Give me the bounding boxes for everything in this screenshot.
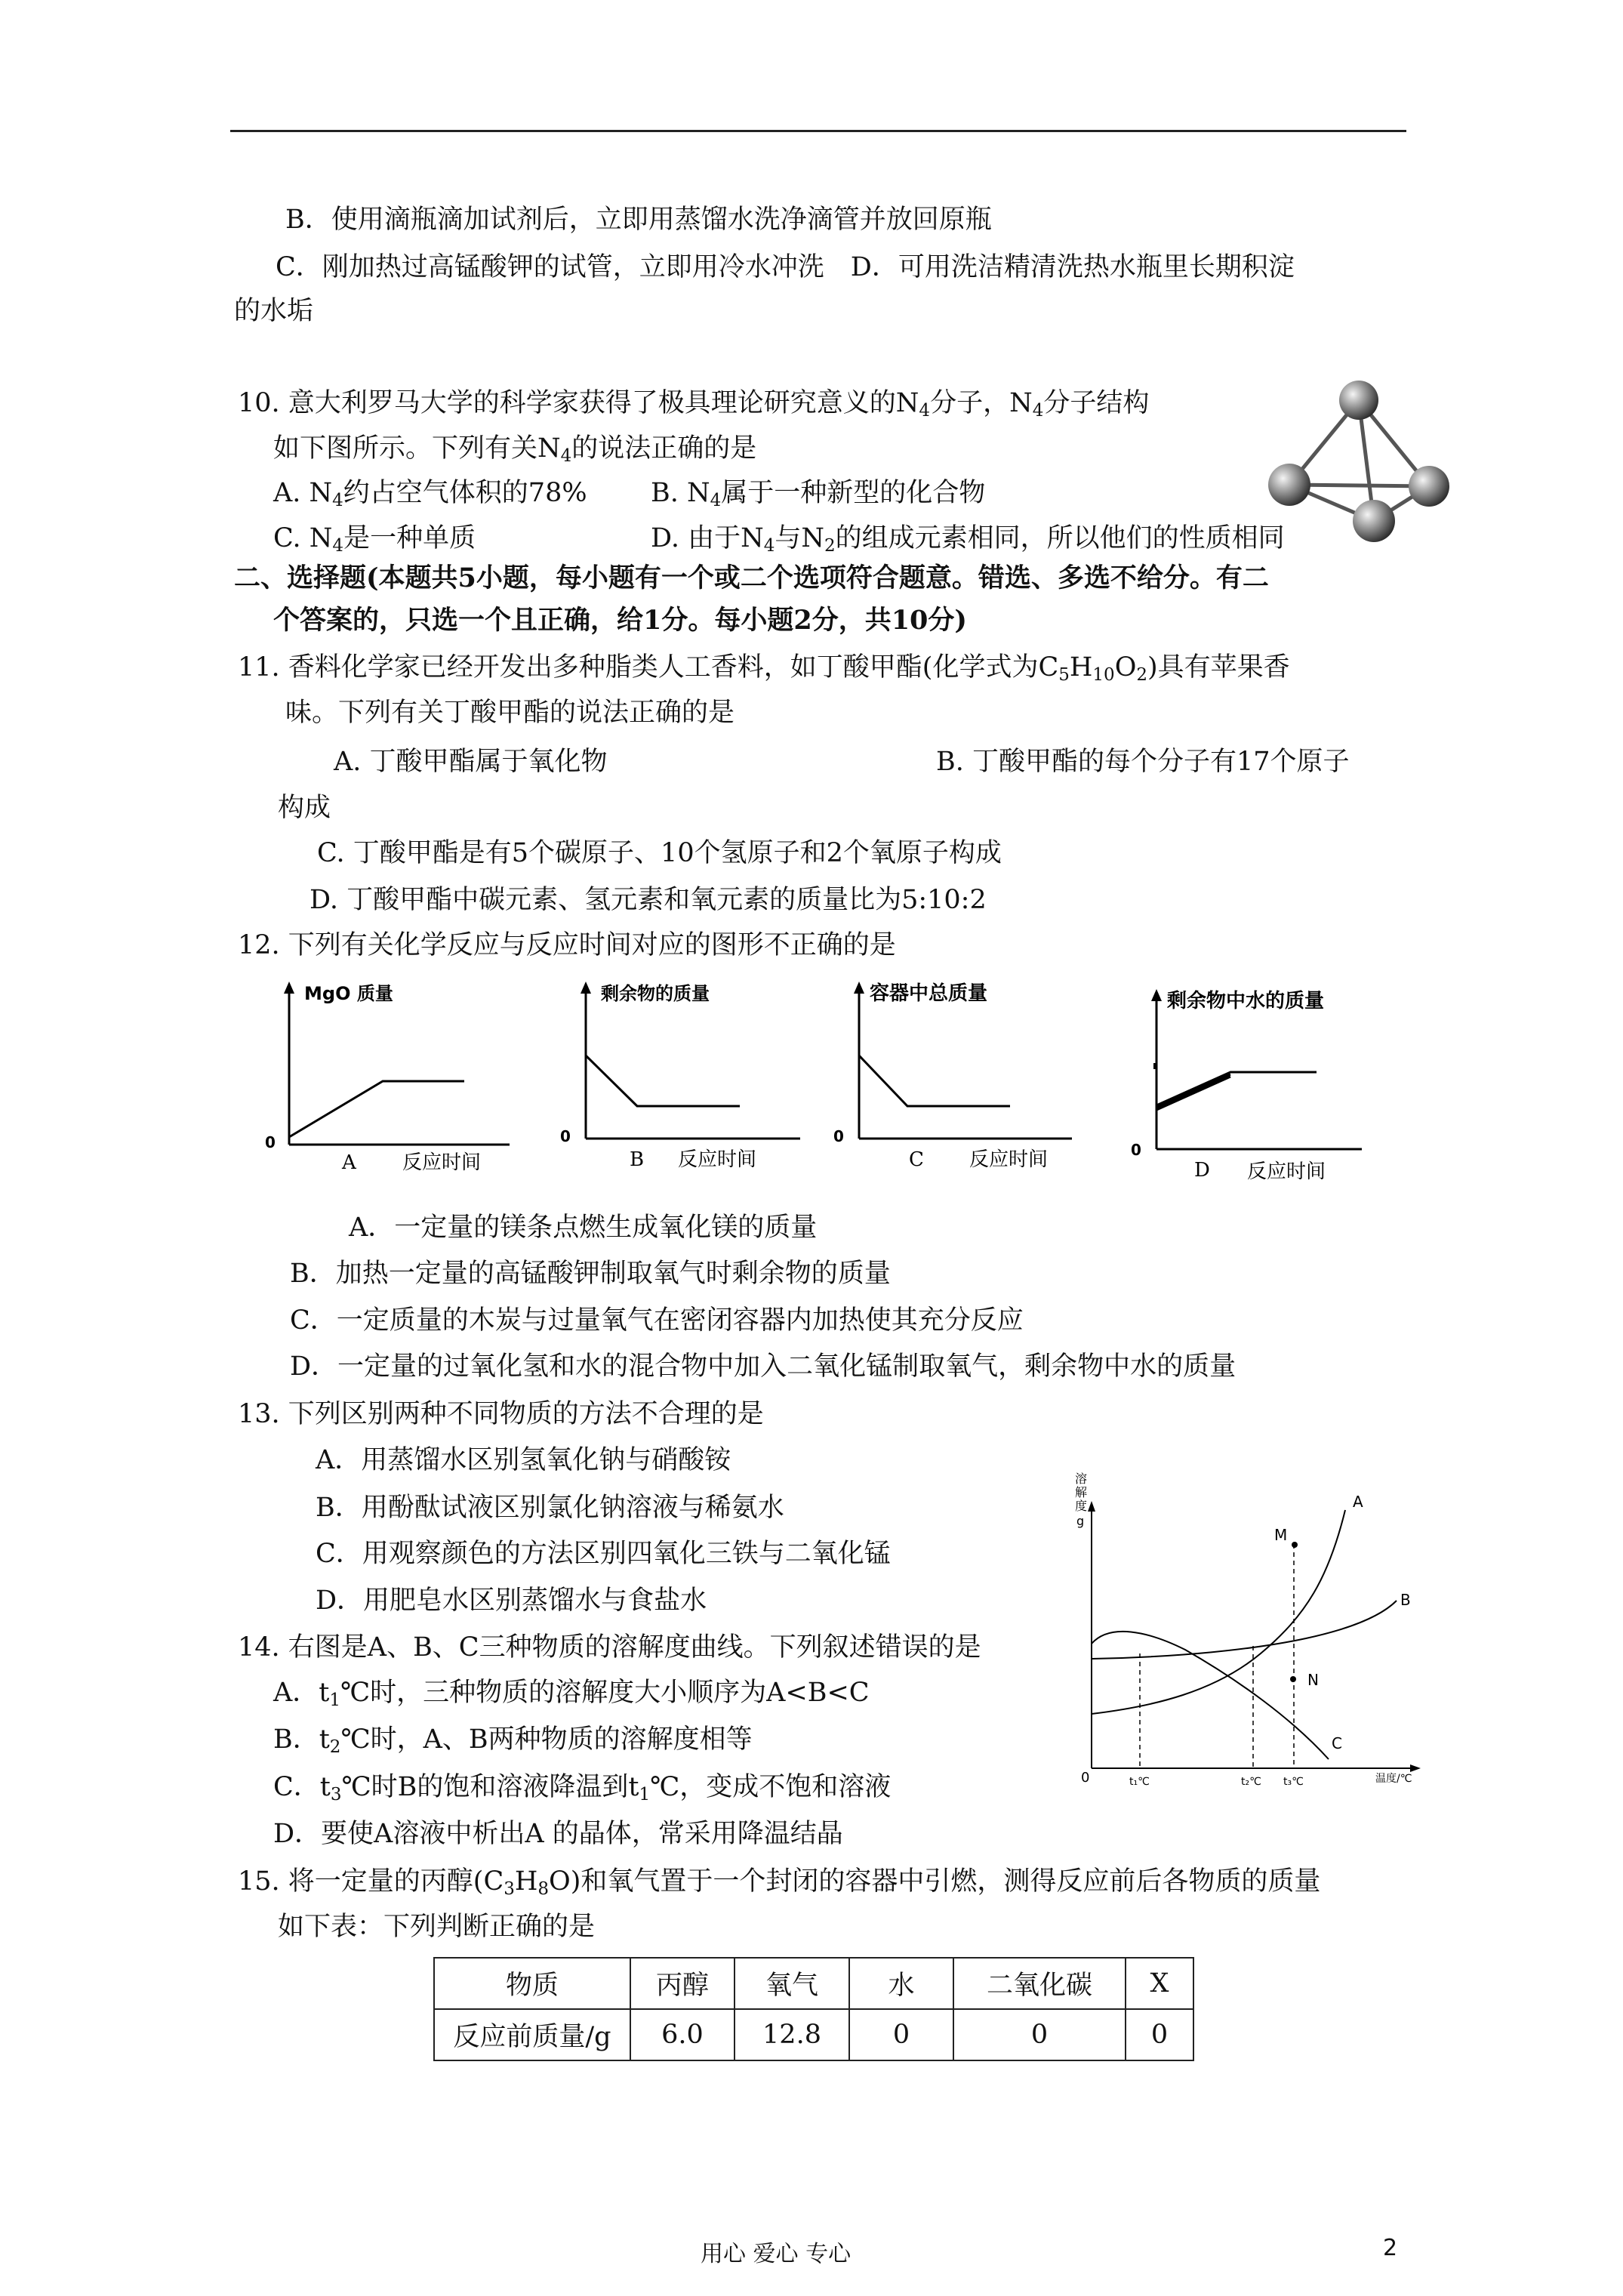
q13-option-c: C．用观察颜色的方法区别四氧化三铁与二氧化锰 xyxy=(316,1539,891,1569)
q10-stem-line1: 10. 意大利罗马大学的科学家获得了极具理论研究意义的$N_4$分子，$N_4$分子结构 xyxy=(238,388,1150,421)
table-header-cell: 水 xyxy=(849,1958,953,2009)
q15-stem-line2: 如下表：下列判断正确的是 xyxy=(278,1912,596,1942)
curve-c-label: C xyxy=(1332,1734,1342,1752)
point-m-label: M xyxy=(1274,1526,1288,1544)
curve-b xyxy=(1092,1601,1397,1659)
q10-option-b: B. $N_4$属于一种新型的化合物 xyxy=(651,478,986,510)
q9-option-d-continued: 的水垢 xyxy=(234,296,314,326)
atom-left xyxy=(1268,464,1310,506)
q12-option-a: A．一定量的镁条点燃生成氧化镁的质量 xyxy=(349,1213,818,1243)
footer-slogan: 用心 爱心 专心 xyxy=(701,2241,852,2267)
q11-option-b: B. 丁酸甲酯的每个分子有17个原子 xyxy=(936,747,1350,777)
table-header-cell: 丙醇 xyxy=(630,1958,735,2009)
graph-a-ylabel: MgO 质量 xyxy=(304,983,393,1004)
graph-a-origin: 0 xyxy=(265,1133,276,1151)
curve-c xyxy=(1092,1632,1329,1759)
q9-option-cd: C．刚加热过高锰酸钾的试管，立即用冷水冲洗 D．可用洗洁精清洗热水瓶里长期积淀 xyxy=(276,252,1295,282)
q13-option-b: B．用酚酞试液区别氯化钠溶液与稀氨水 xyxy=(316,1493,784,1523)
tick-t2: t₂℃ xyxy=(1241,1776,1261,1788)
atom-right xyxy=(1409,466,1449,507)
sol-ylabel-1: 溶 xyxy=(1075,1472,1088,1486)
q11-option-a: A. 丁酸甲酯属于氧化物 xyxy=(334,747,608,777)
q11-stem-line2: 味。下列有关丁酸甲酯的说法正确的是 xyxy=(285,698,735,728)
q11-option-c: C. 丁酸甲酯是有5个碳原子、10个氢原子和2个氧原子构成 xyxy=(317,838,1002,868)
solubility-curve-graph xyxy=(1064,1465,1427,1797)
graph-d-origin: 0 xyxy=(1131,1141,1141,1159)
q11-stem-line1: 11. 香料化学家已经开发出多种脂类人工香料，如丁酸甲酯(化学式为$C_5H_{10}O_2$)具有苹果香 xyxy=(238,652,1290,685)
q14-option-c: C．$t_3℃$时B的饱和溶液降温到$t_1℃$，变成不饱和溶液 xyxy=(273,1772,892,1804)
curve-a-label: A xyxy=(1353,1493,1363,1511)
q12-graph-d xyxy=(1119,974,1375,1185)
page-number: 2 xyxy=(1383,2235,1398,2261)
table-row xyxy=(434,2009,1193,2060)
table-cell: 0 xyxy=(1126,2009,1193,2060)
sol-xlabel: 温度/℃ xyxy=(1375,1773,1412,1785)
point-n-label: N xyxy=(1307,1671,1319,1689)
point-m xyxy=(1292,1542,1298,1548)
section-2-heading-line2: 个答案的，只选一个且正确，给1分。每小题2分，共10分) xyxy=(273,605,967,636)
q12-option-c: C．一定质量的木炭与过量氧气在密闭容器内加热使其充分反应 xyxy=(290,1305,1024,1336)
graph-b-origin: 0 xyxy=(560,1127,571,1145)
table-cell: 6.0 xyxy=(630,2009,735,2060)
graph-b-xlabel: 反应时间 xyxy=(678,1148,757,1171)
q10-option-a: A. $N_4$约占空气体积的78% xyxy=(273,478,587,510)
graph-d-ylabel: 剩余物中水的质量 xyxy=(1167,990,1325,1012)
q9-option-b: B．使用滴瓶滴加试剂后，立即用蒸馏水洗净滴管并放回原瓶 xyxy=(285,205,992,235)
q13-option-a: A．用蒸馏水区别氢氧化钠与硝酸铵 xyxy=(316,1445,731,1475)
n4-molecule-figure xyxy=(1259,378,1457,553)
table-row xyxy=(434,1958,1193,2009)
q14-option-d: D．要使A溶液中析出A 的晶体，常采用降温结晶 xyxy=(273,1819,843,1849)
curve-b-label: B xyxy=(1400,1591,1411,1609)
table-header-cell: X xyxy=(1126,1958,1193,2009)
q14-stem: 14. 右图是A、B、C三种物质的溶解度曲线。下列叙述错误的是 xyxy=(238,1632,981,1663)
q10-option-d: D. 由于$N_4$与$N_2$的组成元素相同，所以他们的性质相同 xyxy=(651,523,1285,556)
graph-a-xlabel: 反应时间 xyxy=(402,1151,482,1174)
q10-option-c: C. $N_4$是一种单质 xyxy=(273,523,476,556)
q11-option-b-continued: 构成 xyxy=(278,793,331,823)
q12-graph-c xyxy=(829,974,1086,1178)
table-header-cell: 氧气 xyxy=(735,1958,849,2009)
table-header-cell: 二氧化碳 xyxy=(953,1958,1126,2009)
graph-a-letter: A xyxy=(342,1151,356,1174)
section-2-heading-line1: 二、选择题(本题共5小题，每小题有一个或二个选项符合题意。错选、多选不给分。有二 xyxy=(234,562,1269,593)
point-n xyxy=(1290,1676,1296,1682)
q13-stem: 13. 下列区别两种不同物质的方法不合理的是 xyxy=(238,1399,764,1429)
q15-mass-table xyxy=(433,1957,1194,2061)
q12-graph-a xyxy=(260,974,517,1178)
graph-c-letter: C xyxy=(909,1148,924,1171)
graph-b-ylabel: 剩余物的质量 xyxy=(601,983,710,1004)
q12-stem: 12. 下列有关化学反应与反应时间对应的图形不正确的是 xyxy=(238,930,896,960)
q12-option-d: D．一定量的过氧化氢和水的混合物中加入二氧化锰制取氧气，剩余物中水的质量 xyxy=(290,1351,1236,1382)
sol-ylabel-3: 度 xyxy=(1075,1499,1088,1513)
sol-ylabel-2: 解 xyxy=(1075,1485,1088,1499)
atom-top xyxy=(1339,381,1378,420)
table-cell: 12.8 xyxy=(735,2009,849,2060)
q12-option-b: B．加热一定量的高锰酸钾制取氧气时剩余物的质量 xyxy=(290,1259,891,1289)
q10-stem-line2: 如下图所示。下列有关$N_4$的说法正确的是 xyxy=(273,433,757,466)
tick-t3: t₃℃ xyxy=(1283,1776,1304,1788)
graph-c-xlabel: 反应时间 xyxy=(969,1148,1049,1171)
tick-t1: t₁℃ xyxy=(1129,1776,1150,1788)
atom-front xyxy=(1353,500,1395,542)
q11-option-d: D. 丁酸甲酯中碳元素、氢元素和氧元素的质量比为5:10:2 xyxy=(310,885,987,915)
graph-c-origin: 0 xyxy=(833,1127,844,1145)
q14-option-b: B．$t_2℃$时，A、B两种物质的溶解度相等 xyxy=(273,1724,753,1757)
graph-d-letter: D xyxy=(1194,1159,1210,1182)
sol-ylabel-4: g xyxy=(1076,1514,1085,1528)
q14-option-a: A．$t_1℃$时，三种物质的溶解度大小顺序为A<B<C xyxy=(273,1678,870,1710)
q12-graph-b xyxy=(550,974,806,1178)
graph-b-letter: B xyxy=(630,1148,645,1171)
sol-origin: 0 xyxy=(1081,1770,1090,1786)
table-cell: 0 xyxy=(849,2009,953,2060)
q15-stem-line1: 15. 将一定量的丙醇$(C_3H_8O)$和氧气置于一个封闭的容器中引燃，测得反应前后各物质的质量 xyxy=(238,1866,1321,1899)
header-rule xyxy=(230,130,1406,132)
q13-option-d: D．用肥皂水区别蒸馏水与食盐水 xyxy=(316,1586,707,1616)
graph-d-xlabel: 反应时间 xyxy=(1247,1160,1326,1183)
table-header-cell: 物质 xyxy=(434,1958,630,2009)
table-cell: 0 xyxy=(953,2009,1126,2060)
graph-c-ylabel: 容器中总质量 xyxy=(870,982,988,1005)
table-cell: 反应前质量/g xyxy=(434,2009,630,2060)
